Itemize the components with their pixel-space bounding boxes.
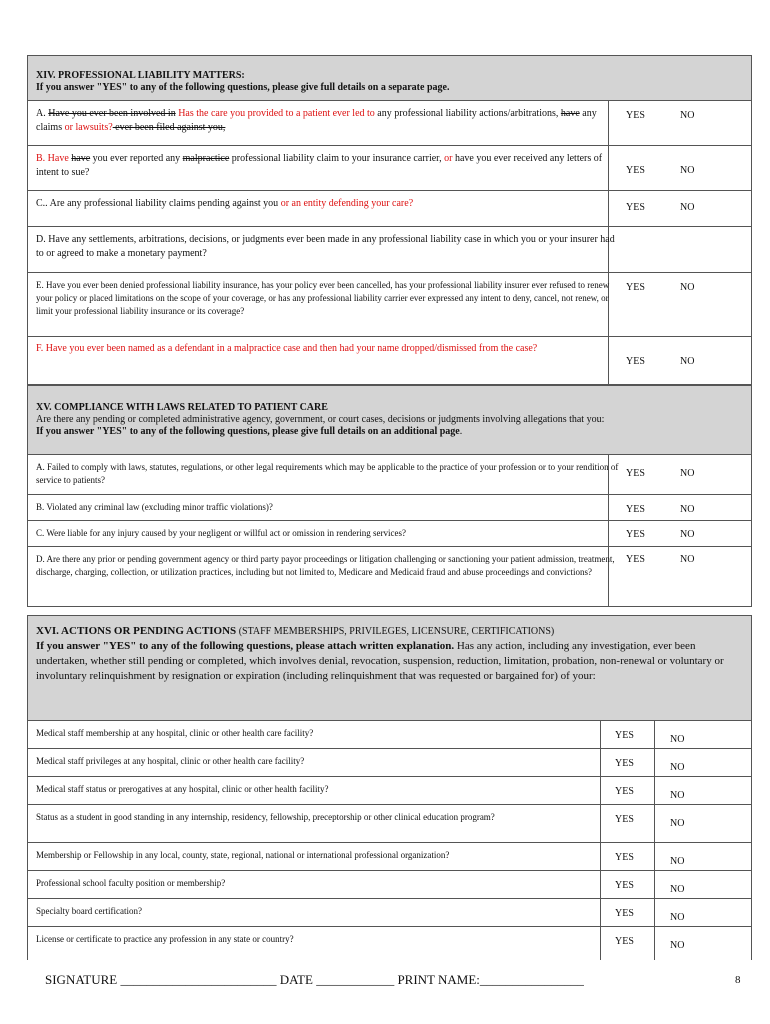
question-text: Medical staff status or prerogatives at any hospital, clinic or other health facility? xyxy=(36,784,329,794)
no-option[interactable]: NO xyxy=(680,554,695,565)
question-text: C.. Are any professional liability claims pending against you or an entity defending your care? xyxy=(36,198,414,209)
question-row xyxy=(28,521,751,547)
question-text: C. Were liable for any injury caused by your negligent or willful act or omission in rendering services? xyxy=(36,528,407,538)
question-row xyxy=(28,495,751,521)
question-text: B. Have have you ever reported any malpractice professional liability claim to your insurance carrier, or have you ever received any letters of intent to sue? xyxy=(36,153,603,178)
question-text: Specialty board certification? xyxy=(36,906,142,916)
yes-option[interactable]: YES xyxy=(626,554,645,565)
question-text: Membership or Fellowship in any local, county, state, regional, national or international professional organization? xyxy=(36,850,450,860)
yes-option[interactable]: YES xyxy=(626,282,645,293)
page-number: 8 xyxy=(735,974,741,986)
no-option[interactable]: NO xyxy=(670,762,685,773)
question-row xyxy=(28,871,751,899)
yes-option[interactable]: YES xyxy=(626,110,645,121)
yes-option[interactable]: YES xyxy=(615,852,634,863)
question-row xyxy=(28,805,751,843)
yes-option[interactable]: YES xyxy=(626,468,645,479)
question-text: License or certificate to practice any profession in any state or country? xyxy=(36,934,294,944)
question-text: Medical staff privileges at any hospital, clinic or other health care facility? xyxy=(36,756,305,766)
section-title: XVI. ACTIONS OR PENDING ACTIONS xyxy=(36,625,237,637)
section-title: XIV. PROFESSIONAL LIABILITY MATTERS: xyxy=(36,70,245,81)
question-row xyxy=(28,227,751,273)
yes-option[interactable]: YES xyxy=(615,814,634,825)
no-option[interactable]: NO xyxy=(680,504,695,515)
question-text: F. Have you ever been named as a defendant in a malpractice case and then had your name dropped/dismissed from the case? xyxy=(36,343,538,354)
section-header xyxy=(28,56,751,101)
question-text: Professional school faculty position or membership? xyxy=(36,878,226,888)
section-intro: Are there any pending or completed administrative agency, government, or court cases, decisions or judgments involving allegations that you: xyxy=(36,414,605,425)
question-text: A. Failed to comply with laws, statutes, regulations, or other legal requirements which may be applicable to the practice of your profession or to your rendition of service to patients? xyxy=(36,462,619,485)
section-professional-liability xyxy=(27,55,752,385)
section-header: XVI. ACTIONS OR PENDING ACTIONS (STAFF MEMBERSHIPS, PRIVILEGES, LICENSURE, CERTIFICATIONS) If you answer "YES" to any of the following questions, please attach written explanation. Has any action, including any investigation, ever been undertaken, whether still pending or completed, which involves denial, revocation, suspension, reduction, limitation, probation, non-renewal or voluntary or involuntary relinquishment by resignation or expiration (including relinquishment that was requested or bargained for) of your: xyxy=(28,616,751,721)
question-row xyxy=(28,843,751,871)
question-text: Medical staff membership at any hospital, clinic or other health care facility? xyxy=(36,728,314,738)
no-option[interactable]: NO xyxy=(680,356,695,367)
section-title: XV. COMPLIANCE WITH LAWS RELATED TO PATIENT CARE xyxy=(36,402,328,413)
section-pending-actions xyxy=(27,615,752,960)
yes-option[interactable]: YES xyxy=(626,356,645,367)
yes-option[interactable]: YES xyxy=(615,758,634,769)
question-row xyxy=(28,749,751,777)
question-text: E. Have you ever been denied professional liability insurance, has your policy ever been cancelled, has your professional liability insurer ever refused to renew your policy or placed limitations on the scope of your coverage, or has any professional liability carrier ever expressed any intent to deny, cancel, not renew, or limit your professional liability insurance or its coverage? xyxy=(36,280,610,316)
question-row xyxy=(28,337,751,385)
question-text: B. Violated any criminal law (excluding minor traffic violations)? xyxy=(36,502,273,512)
yes-option[interactable]: YES xyxy=(626,529,645,540)
no-option[interactable]: NO xyxy=(680,282,695,293)
question-row xyxy=(28,927,751,955)
no-option[interactable]: NO xyxy=(670,790,685,801)
question-text: Status as a student in good standing in any internship, residency, fellowship, preceptorship or other clinical education program? xyxy=(36,812,495,822)
question-text: A. Have you ever been involved in Has the care you provided to a patient ever led to any professional liability actions/arbitrations, have any claims or lawsuits? ever been filed against you, xyxy=(36,108,597,133)
no-option[interactable]: NO xyxy=(680,468,695,479)
signature-line[interactable]: SIGNATURE ________________________ DATE ____________ PRINT NAME:________________ xyxy=(45,972,584,987)
section-instruction: If you answer "YES" to any of the following questions, please attach written explanation. xyxy=(36,640,455,652)
no-option[interactable]: NO xyxy=(670,818,685,829)
no-option[interactable]: NO xyxy=(680,202,695,213)
section-instruction: If you answer "YES" to any of the following questions, please give full details on a separate page. xyxy=(36,82,450,93)
question-row xyxy=(28,273,751,337)
yes-option[interactable]: YES xyxy=(615,936,634,947)
yes-option[interactable]: YES xyxy=(615,786,634,797)
question-row xyxy=(28,455,751,495)
question-row xyxy=(28,721,751,749)
no-option[interactable]: NO xyxy=(670,940,685,951)
no-option[interactable]: NO xyxy=(670,912,685,923)
no-option[interactable]: NO xyxy=(670,856,685,867)
question-text: D. Have any settlements, arbitrations, decisions, or judgments ever been made in any professional liability case in which you or your insurer had to or agreed to make a monetary payment? xyxy=(36,234,615,259)
no-option[interactable]: NO xyxy=(680,110,695,121)
question-row xyxy=(28,899,751,927)
yes-option[interactable]: YES xyxy=(626,504,645,515)
question-text: D. Are there any prior or pending government agency or third party payor proceedings or litigation challenging or sanctioning your patient admission, treatment, discharge, charging, collection, or utilization practices, including but not limited to, Medicare and Medicaid fraud and abuse proceedings and convictions? xyxy=(36,554,615,577)
yes-option[interactable]: YES xyxy=(615,730,634,741)
no-option[interactable]: NO xyxy=(670,734,685,745)
section-instruction: If you answer "YES" to any of the following questions, please give full details on an additional page xyxy=(36,426,460,437)
yes-option[interactable]: YES xyxy=(626,202,645,213)
no-option[interactable]: NO xyxy=(680,529,695,540)
no-option[interactable]: NO xyxy=(670,884,685,895)
yes-option[interactable]: YES xyxy=(615,908,634,919)
question-row xyxy=(28,146,751,191)
yes-option[interactable]: YES xyxy=(626,165,645,176)
no-option[interactable]: NO xyxy=(680,165,695,176)
question-row xyxy=(28,101,751,146)
yes-option[interactable]: YES xyxy=(615,880,634,891)
question-row xyxy=(28,191,751,227)
section-header: XV. COMPLIANCE WITH LAWS RELATED TO PATIENT CARE Are there any pending or completed administrative agency, government, or court cases, decisions or judgments involving allegations that you: If you answer "YES" to any of the following questions, please give full details on an additional page. xyxy=(28,386,751,455)
section-compliance-laws xyxy=(27,385,752,607)
question-row xyxy=(28,547,751,606)
question-row xyxy=(28,777,751,805)
